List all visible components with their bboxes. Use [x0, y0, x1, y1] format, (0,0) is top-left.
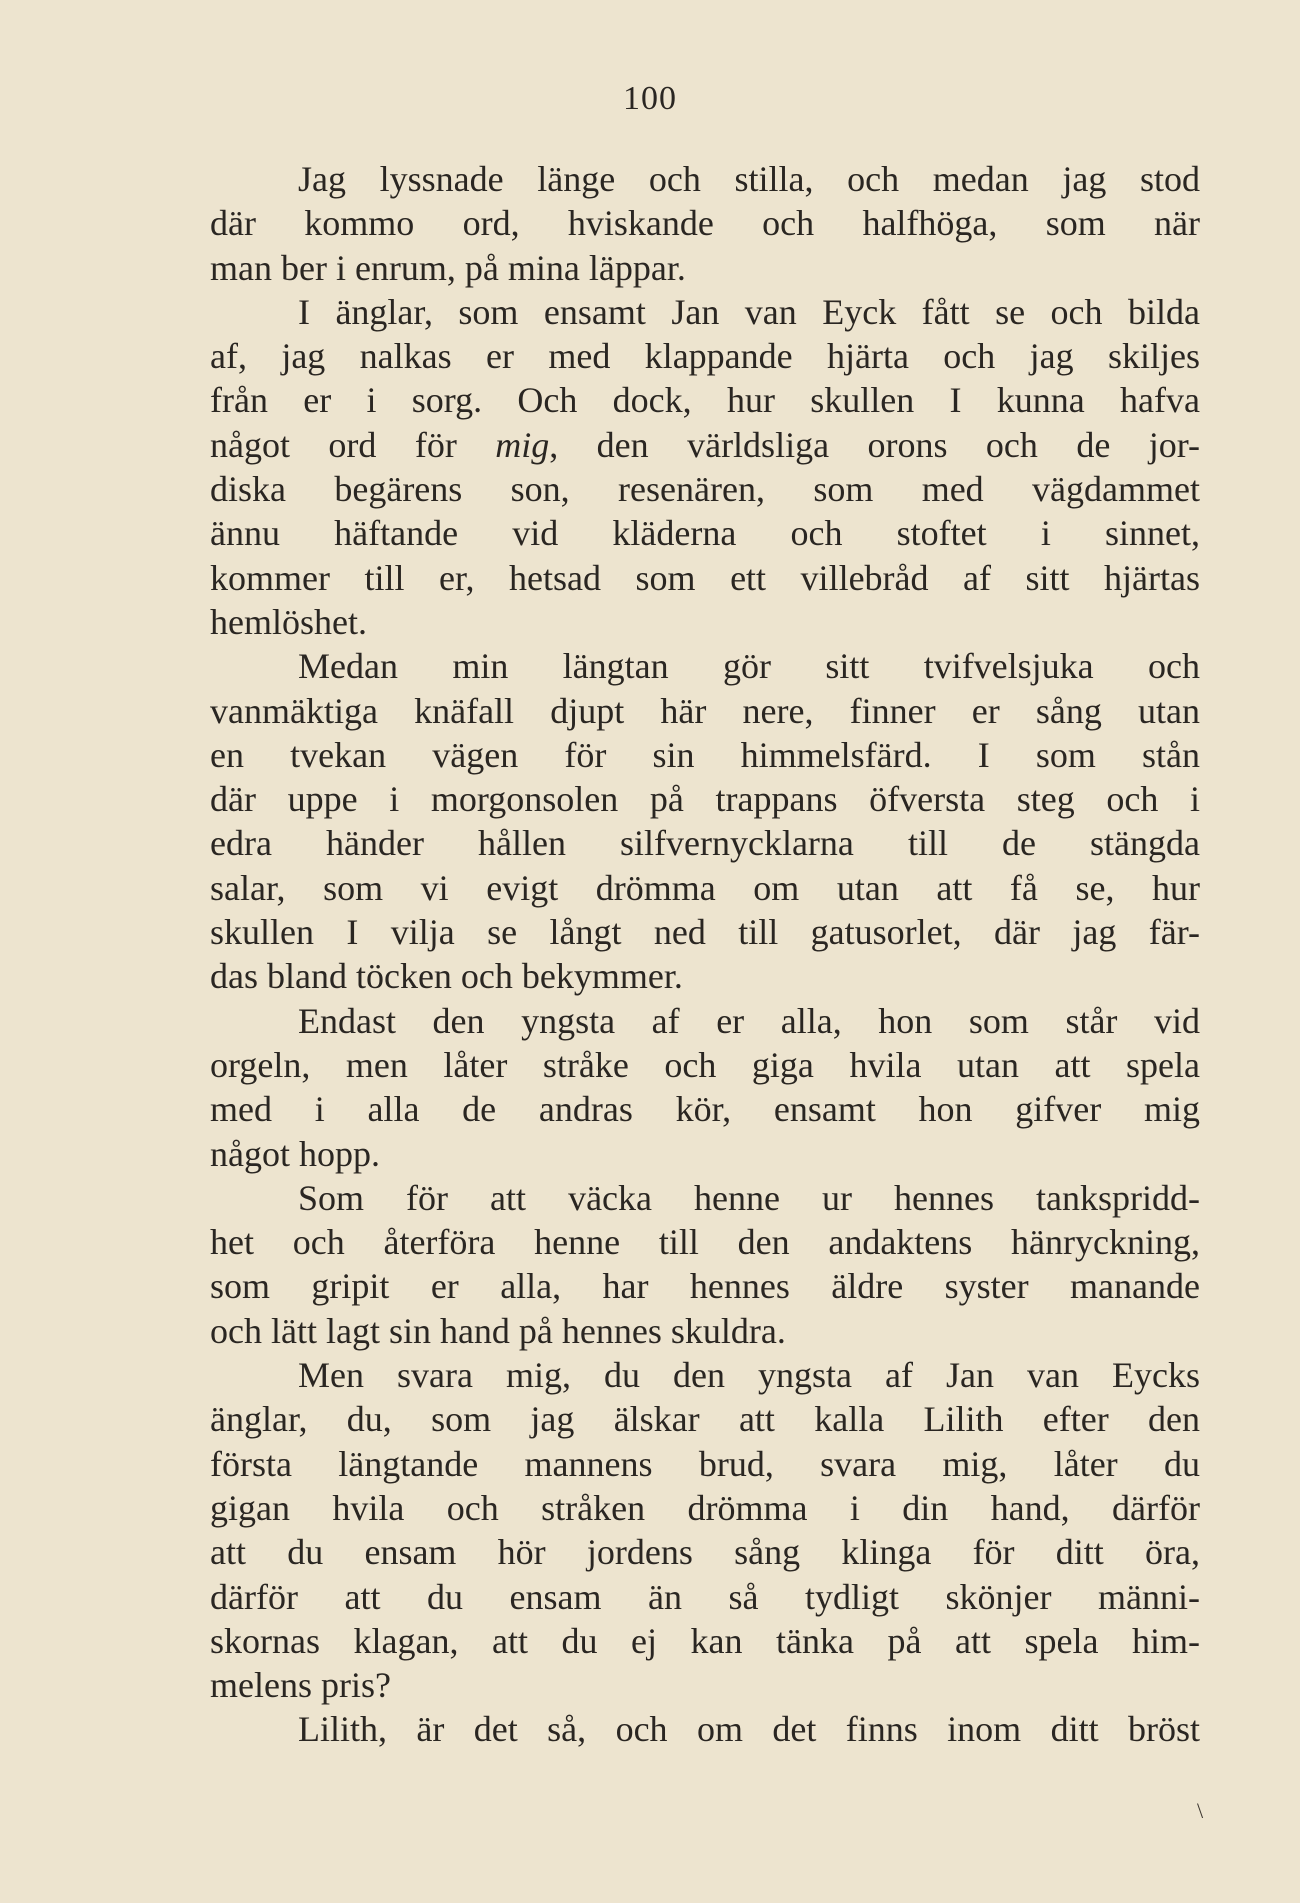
text-line: Jag lyssnade länge och stilla, och medan jag stod [298, 159, 1200, 199]
text-line: där uppe i morgonsolen på trappans öfversta steg och i [210, 779, 1200, 820]
text-line: edra händer hållen silfvernycklarna till de stängda [210, 823, 1200, 864]
text-line: skullen I vilja se långt ned till gatusorlet, där jag fär- [210, 912, 1200, 953]
body-text [210, 157, 1200, 1752]
text-line: Endast den yngsta af er alla, hon som står vid [298, 1000, 1200, 1041]
text-line: salar, som vi evigt drömma om utan att få se, hur [210, 867, 1200, 908]
text-line: som gripit er alla, har hennes äldre syster manande [210, 1266, 1200, 1307]
text-line [210, 423, 1200, 467]
text-line: melens pris? [210, 1665, 391, 1706]
emphasized-word: mig [495, 424, 550, 465]
text-line: något hopp. [210, 1133, 380, 1174]
text-line: kommer till er, hetsad som ett villebråd af sitt hjärtas [210, 557, 1200, 598]
text-line: vanmäktiga knäfall djupt här nere, finner er sång utan [210, 690, 1200, 731]
text-line: ännu häftande vid kläderna och stoftet i sinnet, [210, 513, 1200, 554]
text-line: gigan hvila och stråken drömma i din hand, därför [210, 1487, 1200, 1528]
text-line: das bland töcken och bekymmer. [210, 956, 683, 997]
text-line: och lätt lagt sin hand på hennes skuldra. [210, 1310, 786, 1351]
text-line: med i alla de andras kör, ensamt hon gifver mig [210, 1089, 1200, 1130]
text-line: hemlöshet. [210, 601, 367, 642]
text-line: diska begärens son, resenären, som med vägdammet [210, 469, 1200, 510]
text-line: af, jag nalkas er med klappande hjärta och jag skiljes [210, 336, 1200, 377]
text-line: änglar, du, som jag älskar att kalla Lilith efter den [210, 1399, 1200, 1440]
text-line: första längtande mannens brud, svara mig, låter du [210, 1443, 1200, 1484]
text-line: Som för att väcka henne ur hennes tankspridd- [298, 1177, 1200, 1218]
text-line: därför att du ensam än så tydligt skönjer männi- [210, 1576, 1200, 1617]
text-line: att du ensam hör jordens sång klinga för ditt öra, [210, 1532, 1200, 1573]
text-line: från er i sorg. Och dock, hur skullen I kunna hafva [210, 380, 1200, 421]
text-line: orgeln, men låter stråke och giga hvila utan att spela [210, 1044, 1200, 1085]
text-line: Men svara mig, du den yngsta af Jan van Eycks [298, 1355, 1200, 1396]
text-line: het och återföra henne till den andaktens hänryckning, [210, 1222, 1200, 1263]
text-line: där kommo ord, hviskande och halfhöga, som när [210, 203, 1200, 244]
text-line: skornas klagan, att du ej kan tänka på att spela him- [210, 1620, 1200, 1661]
text-line: Medan min längtan gör sitt tvifvelsjuka och [298, 646, 1200, 687]
text-line: en tvekan vägen för sin himmelsfärd. I som stån [210, 734, 1200, 775]
text-line: I änglar, som ensamt Jan van Eyck fått se och bilda [298, 291, 1200, 332]
text-line: Lilith, är det så, och om det finns inom ditt bröst [298, 1709, 1200, 1750]
text-line: man ber i enrum, på mina läppar. [210, 247, 686, 288]
text-segment: något ord för [210, 424, 496, 465]
page-number: 100 [623, 80, 677, 117]
stray-mark: \ [1197, 1798, 1204, 1823]
text-segment: , den världsliga orons och de jor- [549, 424, 1200, 465]
